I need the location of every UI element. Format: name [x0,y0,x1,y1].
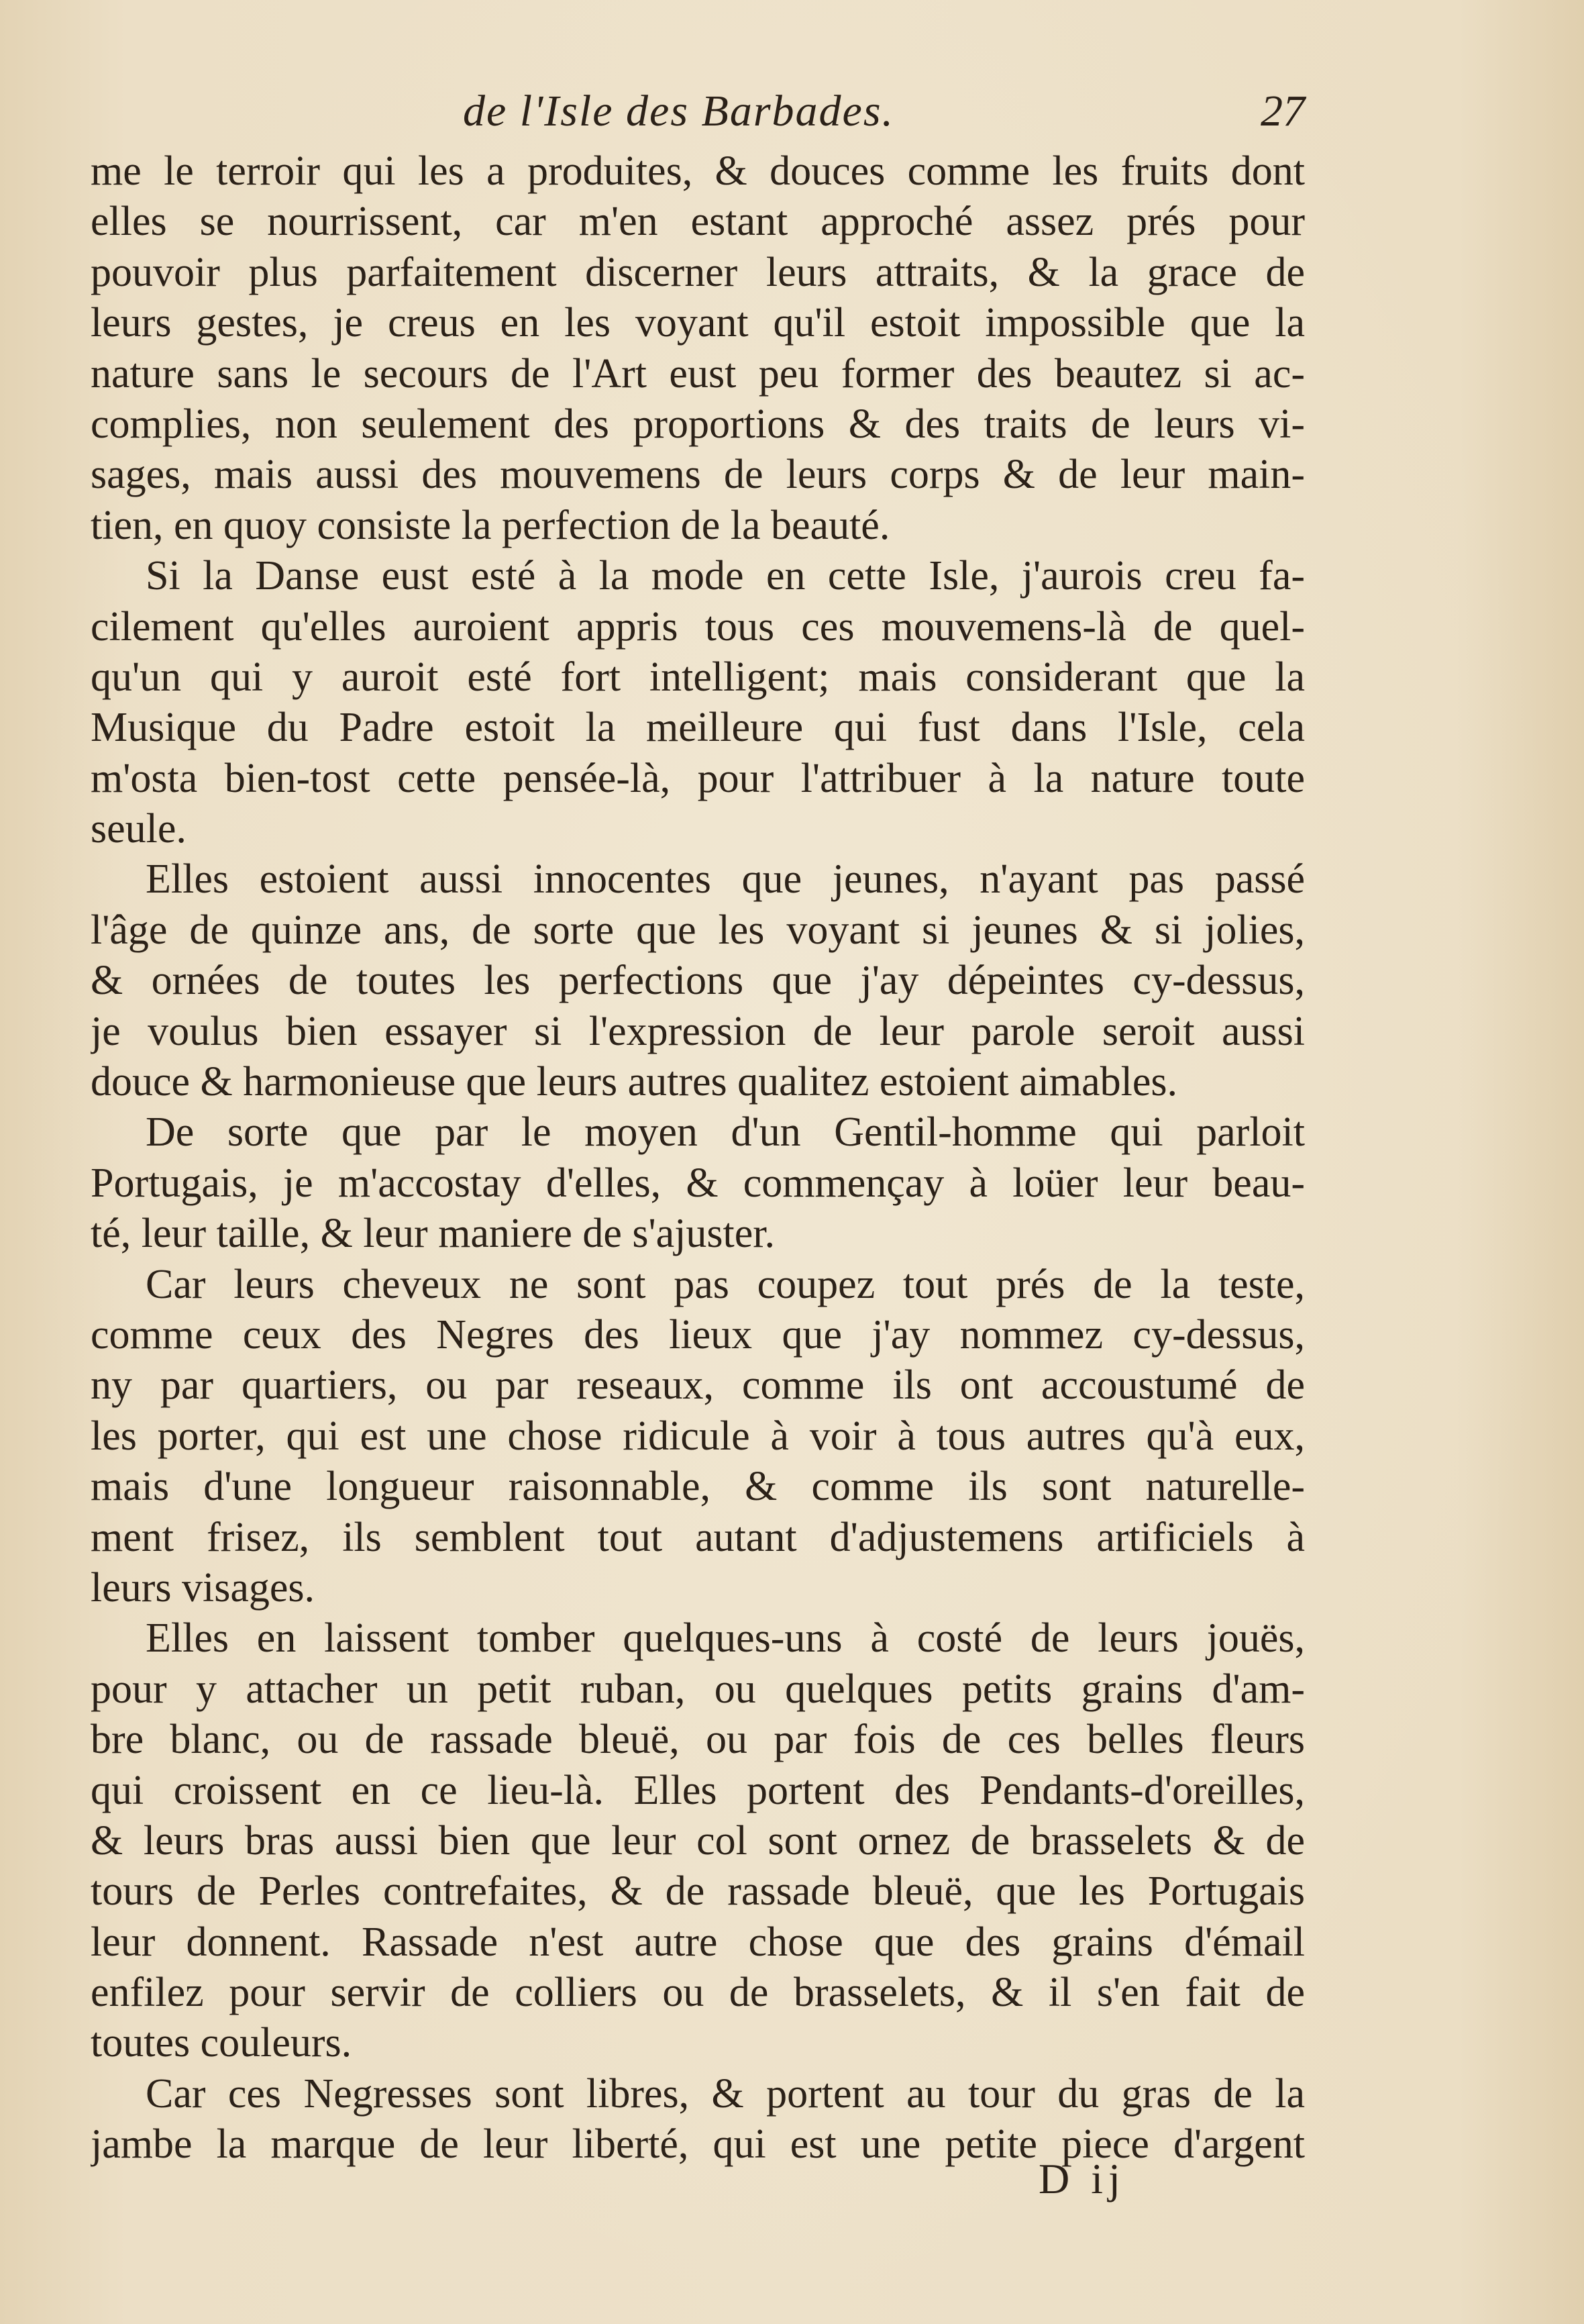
text-line: complies, non seulement des proportions & des traits de leurs vi- [91,401,1305,447]
text-line: qui croissent en ce lieu-là. Elles portent des Pendants-d'oreilles, [91,1767,1305,1813]
text-line: Elles estoient aussi innocentes que jeunes, n'ayant pas passé [146,856,1305,903]
text-line: bre blanc, ou de rassade bleuë, ou par fois de ces belles fleurs [91,1717,1305,1763]
text-line: douce & harmonieuse que leurs autres qualitez estoient aimables. [91,1059,1178,1105]
page-number: 27 [1261,87,1305,136]
running-title: de l'Isle des Barbades. [463,87,894,136]
text-line: leurs visages. [91,1564,315,1611]
text-line: té, leur taille, & leur maniere de s'ajuster. [91,1211,776,1257]
text-line: toutes couleurs. [91,2020,352,2066]
text-line: Portugais, je m'accostay d'elles, & commençay à loüer leur beau- [91,1160,1305,1206]
text-line: enfilez pour servir de colliers ou de brasselets, & il s'en fait de [91,1970,1305,2016]
text-line: & leurs bras aussi bien que leur col sont ornez de brasselets & de [91,1817,1305,1864]
text-line: jambe la marque de leur liberté, qui est une petite piece d'argent [91,2121,1305,2168]
text-line: sages, mais aussi des mouvemens de leurs corps & de leur main- [91,452,1305,498]
signature-mark: D ij [1039,2155,1126,2203]
text-line: l'âge de quinze ans, de sorte que les voyant si jeunes & si jolies, [91,907,1305,953]
text-line: tien, en quoy consiste la perfection de la beauté. [91,502,890,548]
text-line: & ornées de toutes les perfections que j'ay dépeintes cy-dessus, [91,958,1305,1004]
text-line: qu'un qui y auroit esté fort intelligent; mais considerant que la [91,654,1305,700]
text-line: Car leurs cheveux ne sont pas coupez tout prés de la teste, [146,1261,1305,1307]
text-line: Musique du Padre estoit la meilleure qui fust dans l'Isle, cela [91,705,1305,751]
text-line: tours de Perles contrefaites, & de rassade bleuë, que les Portugais [91,1868,1305,1915]
text-line: cilement qu'elles auroient appris tous ces mouvemens-là de quel- [91,603,1305,650]
text-line: nature sans le secours de l'Art eust peu former des beautez si ac- [91,350,1305,397]
text-line: ment frisez, ils semblent tout autant d'adjustemens artificiels à [91,1514,1305,1560]
text-line: pouvoir plus parfaitement discerner leurs attraits, & la grace de [91,249,1305,295]
text-line: Si la Danse eust esté à la mode en cette Isle, j'aurois creu fa- [146,553,1305,599]
page-header [91,81,1305,154]
text-line: je voulus bien essayer si l'expression de leur parole seroit aussi [91,1008,1305,1054]
text-line: leur donnent. Rassade n'est autre chose que des grains d'émail [91,1919,1305,1965]
text-line: seule. [91,806,187,852]
text-line: Elles en laissent tomber quelques-uns à costé de leurs jouës, [146,1615,1305,1662]
text-line: mais d'une longueur raisonnable, & comme ils sont naturelle- [91,1464,1305,1510]
text-line: m'osta bien-tost cette pensée-là, pour l'attribuer à la nature toute [91,755,1305,801]
text-line: me le terroir qui les a produites, & douces comme les fruits dont [91,148,1305,194]
text-line: elles se nourrissent, car m'en estant approché assez prés pour [91,199,1305,245]
text-line: comme ceux des Negres des lieux que j'ay nommez cy-dessus, [91,1311,1305,1358]
text-line: les porter, qui est une chose ridicule à voir à tous autres qu'à eux, [91,1413,1305,1459]
text-line: ny par quartiers, ou par reseaux, comme ils ont accoustumé de [91,1362,1305,1409]
text-line: Car ces Negresses sont libres, & portent au tour du gras de la [146,2070,1305,2117]
text-line: pour y attacher un petit ruban, ou quelques petits grains d'am- [91,1666,1305,1712]
text-line: De sorte que par le moyen d'un Gentil-homme qui parloit [146,1109,1305,1156]
body-text [91,146,1305,2170]
text-line: leurs gestes, je creus en les voyant qu'il estoit impossible que la [91,300,1305,346]
